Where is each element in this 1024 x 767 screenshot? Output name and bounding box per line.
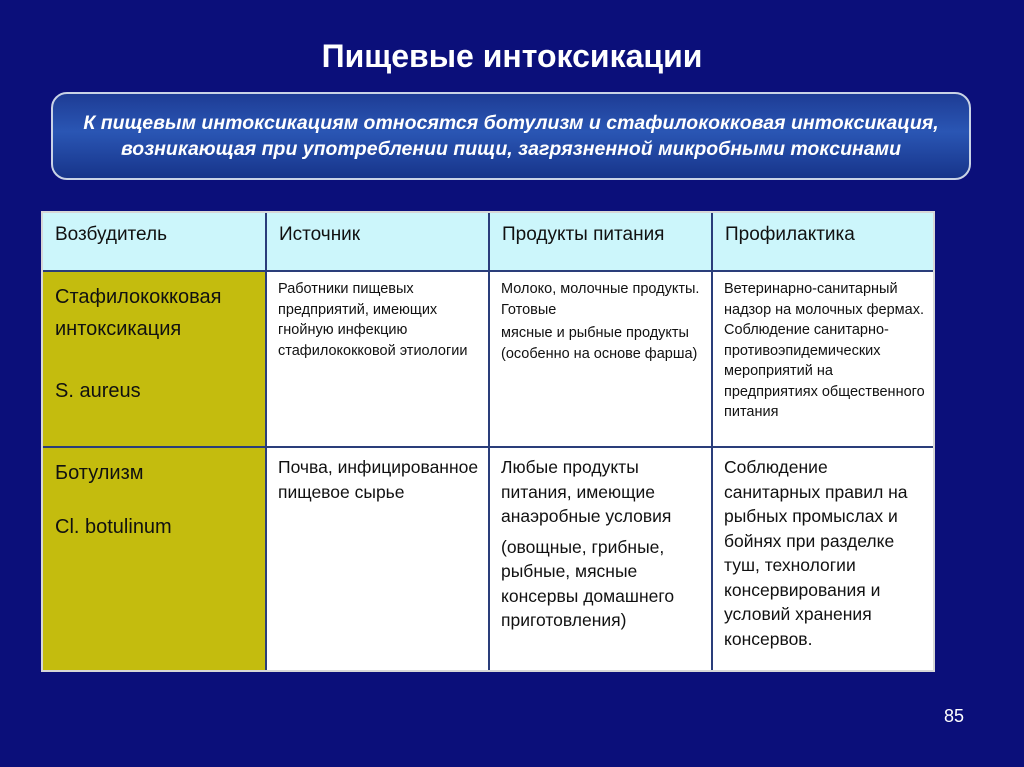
page-number: 85 — [943, 706, 964, 726]
intoxication-table — [41, 211, 935, 672]
foods-cell: Любые продукты питания, имеющие анаэробные условия (овощные, грибные, рыбные, мясные консервы домашнего приготовления) — [489, 447, 712, 670]
header-cell-source: Источник — [266, 213, 489, 271]
foods-cell: Молоко, молочные продукты. Готовые мясные и рыбные продукты (особенно на основе фарша) — [489, 271, 712, 447]
agent-name: Стафилококковая — [55, 286, 222, 308]
header-cell-foods: Продукты питания — [489, 213, 712, 271]
agent-latin: S. aureus — [55, 380, 141, 402]
slide-title: Пищевые интоксикации — [321, 38, 703, 74]
table-row — [43, 447, 933, 670]
table-row — [43, 271, 933, 447]
agent-name: интоксикация — [55, 318, 182, 340]
agent-latin: Cl. botulinum — [55, 516, 172, 538]
prevention-cell: Ветеринарно-санитарный надзор на молочных фермах. Соблюдение санитарно-противоэпидемических мероприятий на предприятиях общественного питания — [712, 271, 933, 447]
agent-cell — [43, 447, 266, 670]
agent-name: Ботулизм — [55, 462, 144, 484]
definition-callout — [51, 92, 971, 180]
agent-cell — [43, 271, 266, 447]
prevention-cell: Соблюдение санитарных правил на рыбных промыслах и бойнях при разделке туш, технологии консервирования и условий хранения консервов. — [712, 447, 933, 670]
header-cell-prevention: Профилактика — [712, 213, 933, 271]
source-cell: Работники пищевых предприятий, имеющих гнойную инфекцию стафилококковой этиологии — [266, 271, 489, 447]
table-header-row — [43, 213, 933, 271]
definition-text: К пищевым интоксикациям относятся ботулизм и стафилококковая интоксикация, возникающая при употреблении пищи, загрязненной микробными токсинами — [83, 112, 939, 160]
header-cell-agent: Возбудитель — [43, 213, 266, 271]
source-cell: Почва, инфицированное пищевое сырье — [266, 447, 489, 670]
